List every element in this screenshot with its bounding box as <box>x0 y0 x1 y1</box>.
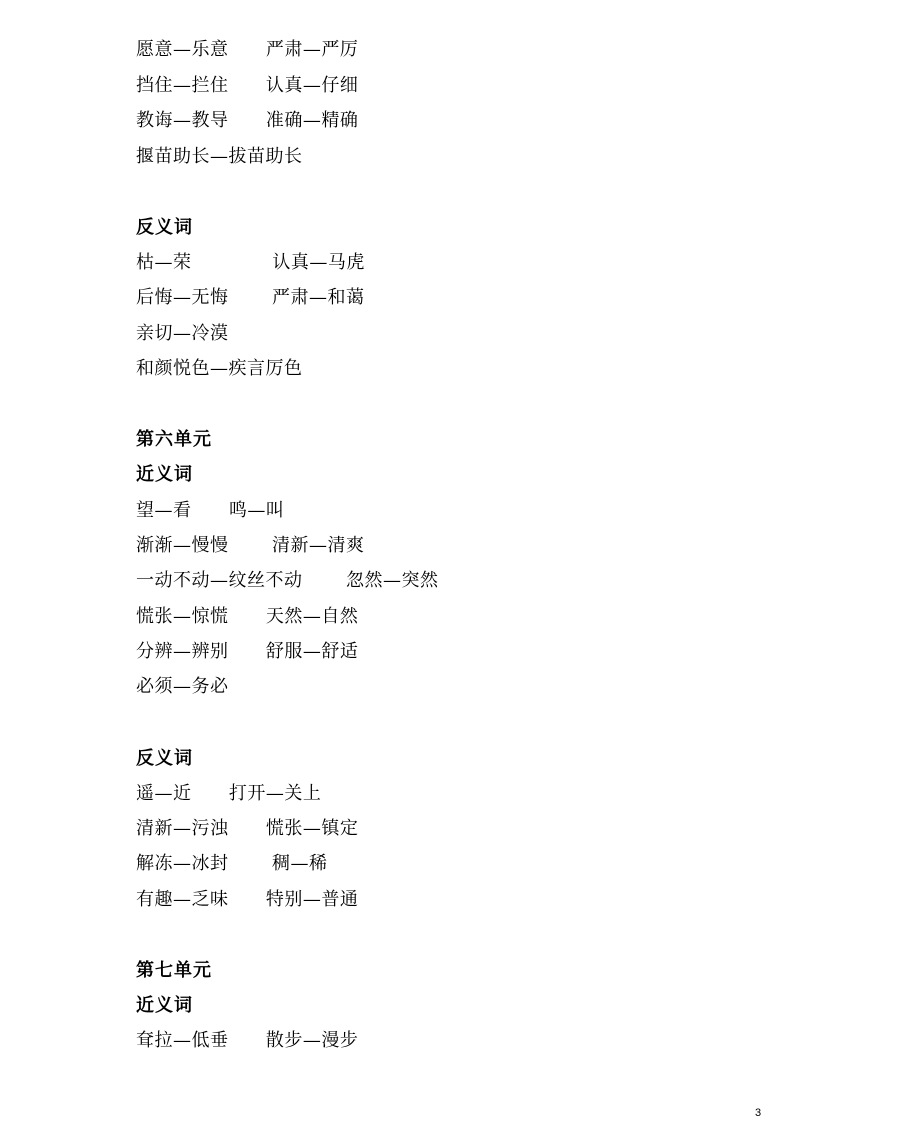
word-pair-line: 耷拉—低垂 散步—漫步 <box>136 1030 359 1051</box>
word-pair-line: 一动不动—纹丝不动 忽然—突然 <box>136 570 439 591</box>
word-pair-line: 和颜悦色—疾言厉色 <box>136 358 303 379</box>
word-pair-line: 渐渐—慢慢 清新—清爽 <box>136 535 365 556</box>
section-heading-synonyms: 近义词 <box>136 995 193 1016</box>
word-pair-line: 慌张—惊慌 天然—自然 <box>136 606 359 627</box>
section-heading-antonyms: 反义词 <box>136 217 193 238</box>
word-pair-line: 遥—近 打开—关上 <box>136 783 322 804</box>
word-pair-line: 清新—污浊 慌张—镇定 <box>136 818 359 839</box>
unit-heading: 第七单元 <box>136 960 212 981</box>
word-pair-line: 解冻—冰封 稠—稀 <box>136 853 328 874</box>
word-pair-line: 愿意—乐意 严肃—严厉 <box>136 39 359 60</box>
word-pair-line: 分辨—辨别 舒服—舒适 <box>136 641 359 662</box>
word-pair-line: 挡住—拦住 认真—仔细 <box>136 75 359 96</box>
word-pair-line: 必须—务必 <box>136 676 229 697</box>
section-heading-synonyms: 近义词 <box>136 464 193 485</box>
word-pair-line: 枯—荣 认真—马虎 <box>136 252 365 273</box>
word-pair-line: 教诲—教导 准确—精确 <box>136 110 359 131</box>
section-heading-antonyms: 反义词 <box>136 748 193 769</box>
word-pair-line: 有趣—乏味 特别—普通 <box>136 889 359 910</box>
unit-heading: 第六单元 <box>136 429 212 450</box>
word-pair-line: 揠苗助长—拔苗助长 <box>136 146 303 167</box>
word-pair-line: 亲切—冷漠 <box>136 323 229 344</box>
word-pair-line: 望—看 鸣—叫 <box>136 500 285 521</box>
page-number: 3 <box>755 1107 762 1119</box>
word-pair-line: 后悔—无悔 严肃—和蔼 <box>136 287 365 308</box>
